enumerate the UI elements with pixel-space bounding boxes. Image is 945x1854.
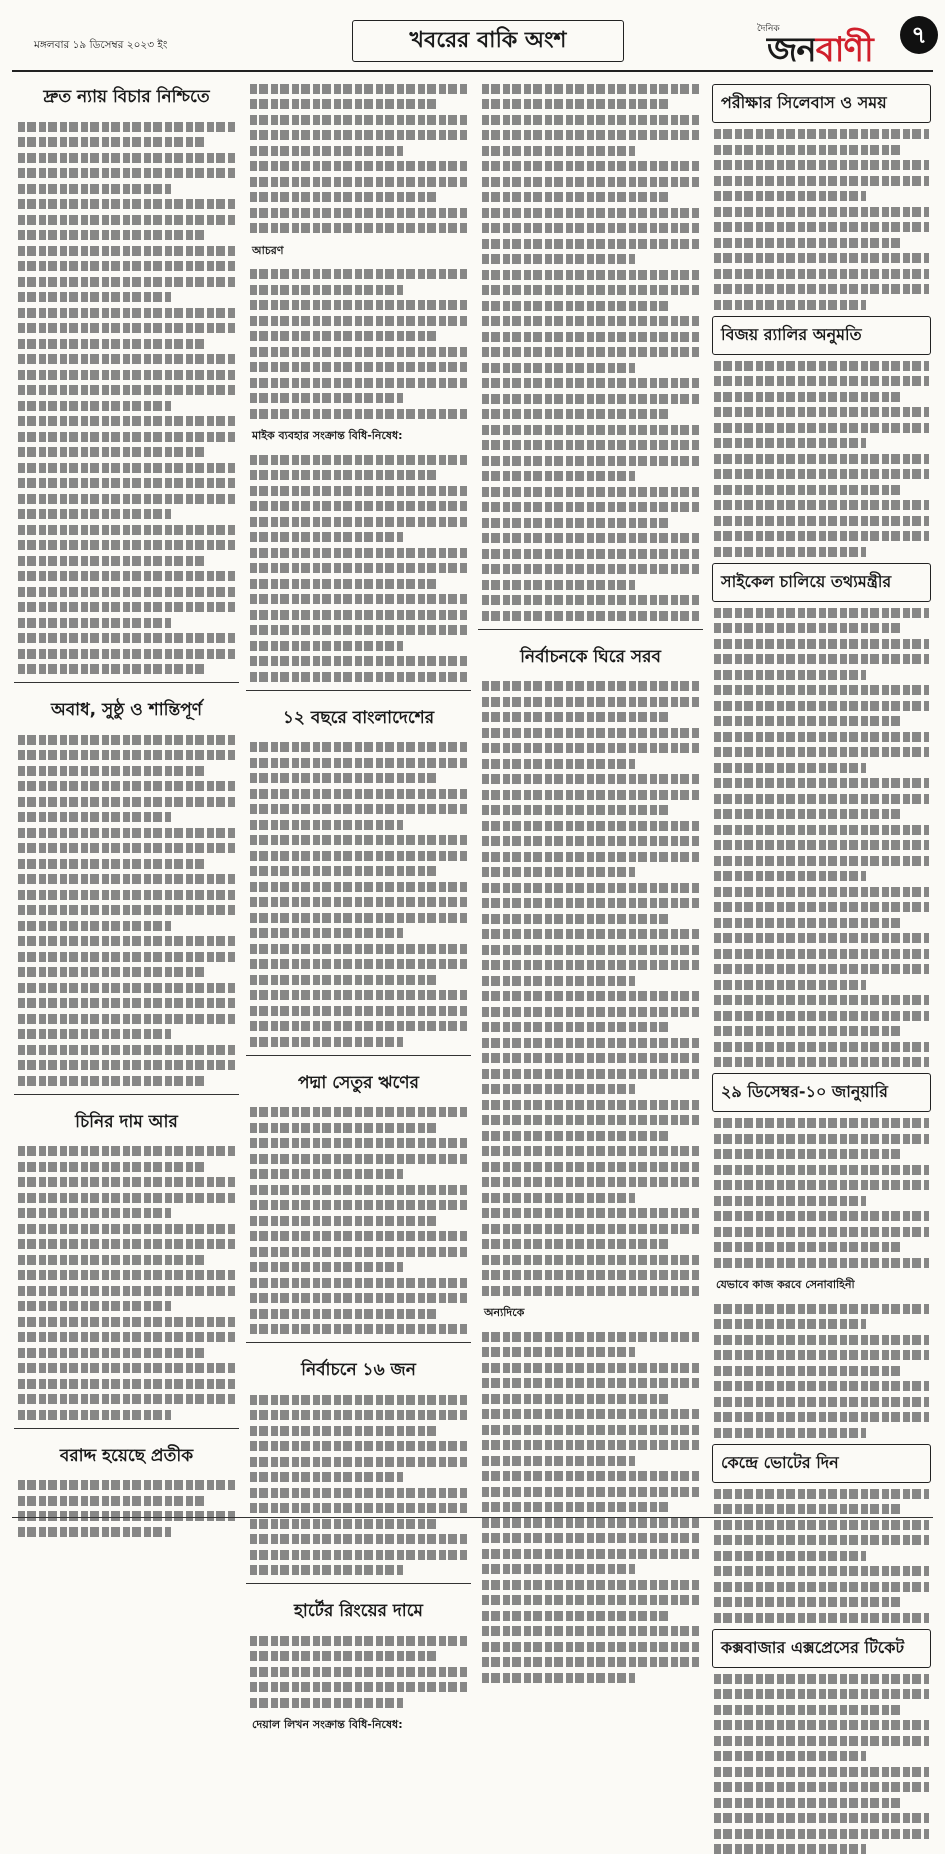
boxed-headline: পরীক্ষার সিলেবাস ও সময় xyxy=(712,84,931,123)
masthead xyxy=(12,12,933,72)
subhead: যেভাবে কাজ করবে সেনাবাহিনী xyxy=(716,1278,855,1291)
boxed-headline: সাইকেল চালিয়ে তথ্যমন্ত্রীর xyxy=(712,563,931,602)
boxed-headline: কক্সবাজার এক্সপ্রেসের টিকেট xyxy=(712,1629,931,1668)
headline: চিনির দাম আর xyxy=(75,1111,178,1132)
issue-date: মঙ্গলবার ১৯ ডিসেম্বর ২০২৩ ইং xyxy=(34,39,168,51)
column-3 xyxy=(478,78,703,1513)
headline: নির্বাচনকে ঘিরে সরব xyxy=(520,646,661,667)
subhead: আচরণ xyxy=(252,243,284,257)
subhead: অন্যদিকে xyxy=(484,1306,525,1319)
logo-small-text: দৈনিক xyxy=(757,24,780,34)
logo-part-1: জন xyxy=(767,30,816,70)
headline: হার্টের রিংয়ের দামে xyxy=(293,1601,423,1621)
boxed-headline: বিজয় র‌্যালির অনুমতি xyxy=(712,316,931,355)
column-1 xyxy=(14,78,239,1513)
logo-part-2: বাণী xyxy=(815,30,873,70)
subhead: দেয়াল লিখন সংক্রান্ত বিধি-নিষেধ: xyxy=(252,1718,403,1731)
headline: অবাধ, সুষ্ঠু ও শান্তিপূর্ণ xyxy=(50,700,203,720)
column-2 xyxy=(246,78,471,1731)
boxed-headline: ২৯ ডিসেম্বর-১০ জানুয়ারি xyxy=(712,1073,931,1112)
headline: পদ্মা সেতুর ঋণের xyxy=(298,1072,419,1093)
headline: ১২ বছরে বাংলাদেশের xyxy=(282,707,435,728)
section-title: খবরের বাকি অংশ xyxy=(352,20,624,62)
footer-rule xyxy=(12,1517,933,1518)
column-4 xyxy=(710,78,933,1657)
headline: বরাদ্দ হয়েছে প্রতীক xyxy=(59,1445,194,1466)
headline: দ্রুত ন্যায় বিচার নিশ্চিতে xyxy=(43,87,210,107)
headline: নির্বাচনে ১৬ জন xyxy=(301,1360,416,1380)
subhead: মাইক ব্যবহার সংক্রান্ত বিধি-নিষেধ: xyxy=(252,429,403,442)
boxed-headline: কেন্দ্রে ভোটের দিন xyxy=(712,1444,931,1483)
page-number-badge: ৭ xyxy=(900,16,938,54)
